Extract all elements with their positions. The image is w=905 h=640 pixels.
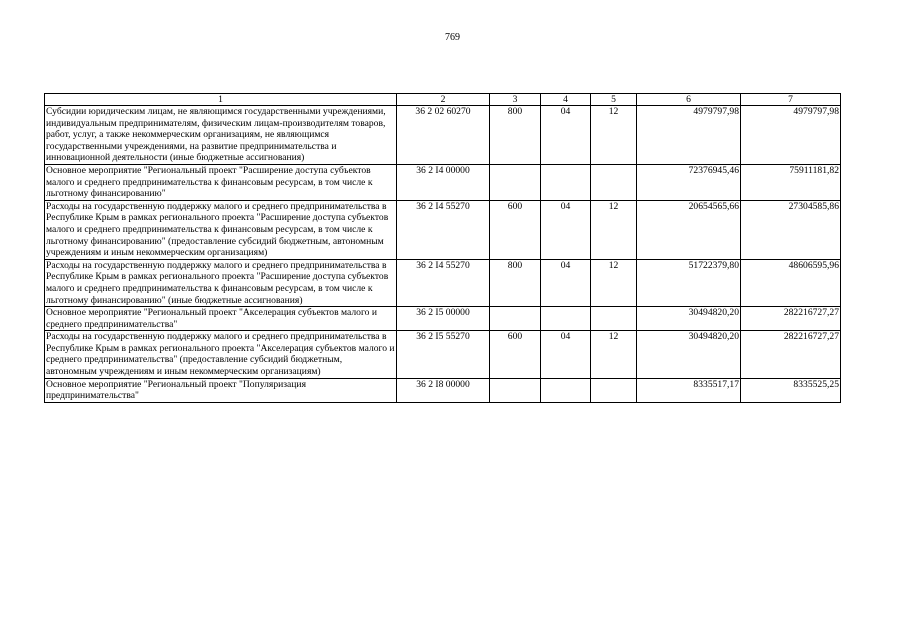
row-section: 04 <box>541 200 591 259</box>
row-expense-type: 600 <box>490 331 541 378</box>
row-amount-7: 27304585,86 <box>741 200 841 259</box>
row-section <box>541 378 591 402</box>
row-code: 36 2 I4 55270 <box>397 259 490 306</box>
row-expense-type: 800 <box>490 106 541 165</box>
row-amount-6: 8335517,17 <box>637 378 741 402</box>
row-expense-type <box>490 164 541 200</box>
row-section: 04 <box>541 106 591 165</box>
row-description: Расходы на государственную поддержку малого и среднего предпринимательства в Республике Крым в рамках регионального проекта "Расширение доступа субъектов малого и среднего предпринимательства к финансовым ресурсам, в том числе к льготному финансированию" (иные бюджетные ассигнования) <box>45 259 397 306</box>
row-amount-6: 30494820,20 <box>637 331 741 378</box>
row-subsection <box>591 307 637 331</box>
column-header-7: 7 <box>741 94 841 106</box>
row-code: 36 2 I4 55270 <box>397 200 490 259</box>
row-code: 36 2 I4 00000 <box>397 164 490 200</box>
row-amount-7: 8335525,25 <box>741 378 841 402</box>
table-row <box>45 378 841 402</box>
row-subsection <box>591 378 637 402</box>
row-section: 04 <box>541 331 591 378</box>
row-expense-type <box>490 378 541 402</box>
row-subsection: 12 <box>591 331 637 378</box>
row-amount-7: 4979797,98 <box>741 106 841 165</box>
column-header-1: 1 <box>45 94 397 106</box>
column-header-6: 6 <box>637 94 741 106</box>
row-description: Субсидии юридическим лицам, не являющимся государственными учреждениями, индивидуальным предпринимателям, физическим лицам-производителям товаров, работ, услуг, а также некоммерческим организациям, не являющимся государственными учреждениями, на развитие предпринимательства и инновационной деятельности (иные бюджетные ассигнования) <box>45 106 397 165</box>
row-code: 36 2 I5 55270 <box>397 331 490 378</box>
budget-table <box>44 93 841 403</box>
row-description: Расходы на государственную поддержку малого и среднего предпринимательства в Республике Крым в рамках регионального проекта "Расширение доступа субъектов малого и среднего предпринимательства к финансовым ресурсам, в том числе к льготному финансированию" (предоставление субсидий бюджетным, автономным учреждениям и иным некоммерческим организациям) <box>45 200 397 259</box>
header-row <box>45 94 841 106</box>
column-header-5: 5 <box>591 94 637 106</box>
row-amount-7: 75911181,82 <box>741 164 841 200</box>
row-subsection: 12 <box>591 259 637 306</box>
table-row <box>45 307 841 331</box>
column-header-3: 3 <box>490 94 541 106</box>
row-amount-6: 20654565,66 <box>637 200 741 259</box>
row-amount-7: 282216727,27 <box>741 307 841 331</box>
row-subsection: 12 <box>591 106 637 165</box>
row-amount-7: 48606595,96 <box>741 259 841 306</box>
row-expense-type <box>490 307 541 331</box>
row-description: Основное мероприятие "Региональный проект "Популяризация предпринимательства" <box>45 378 397 402</box>
row-amount-6: 30494820,20 <box>637 307 741 331</box>
table-row <box>45 200 841 259</box>
table-row <box>45 106 841 165</box>
row-amount-6: 72376945,46 <box>637 164 741 200</box>
page-number: 769 <box>445 32 460 43</box>
row-code: 36 2 I8 00000 <box>397 378 490 402</box>
table-row <box>45 164 841 200</box>
row-section: 04 <box>541 259 591 306</box>
row-amount-6: 51722379,80 <box>637 259 741 306</box>
table-row <box>45 331 841 378</box>
table-row <box>45 259 841 306</box>
row-subsection <box>591 164 637 200</box>
row-subsection: 12 <box>591 200 637 259</box>
row-amount-6: 4979797,98 <box>637 106 741 165</box>
row-section <box>541 307 591 331</box>
row-description: Расходы на государственную поддержку малого и среднего предпринимательства в Республике Крым в рамках регионального проекта "Акселерация субъектов малого и среднего предпринимательства" (предоставление субсидий бюджетным, автономным учреждениям и иным некоммерческим организациям) <box>46 331 395 378</box>
row-amount-7: 282216727,27 <box>741 331 841 378</box>
row-code: 36 2 02 60270 <box>397 106 490 165</box>
row-section <box>541 164 591 200</box>
column-header-2: 2 <box>397 94 490 106</box>
row-code: 36 2 I5 00000 <box>397 307 490 331</box>
row-description: Основное мероприятие "Региональный проект "Расширение доступа субъектов малого и среднего предпринимательства к финансовым ресурсам, в том числе к льготному финансированию" <box>45 164 397 200</box>
row-expense-type: 600 <box>490 200 541 259</box>
row-description: Основное мероприятие "Региональный проект "Акселерация субъектов малого и среднего предпринимательства" <box>45 307 397 331</box>
column-header-4: 4 <box>541 94 591 106</box>
row-expense-type: 800 <box>490 259 541 306</box>
